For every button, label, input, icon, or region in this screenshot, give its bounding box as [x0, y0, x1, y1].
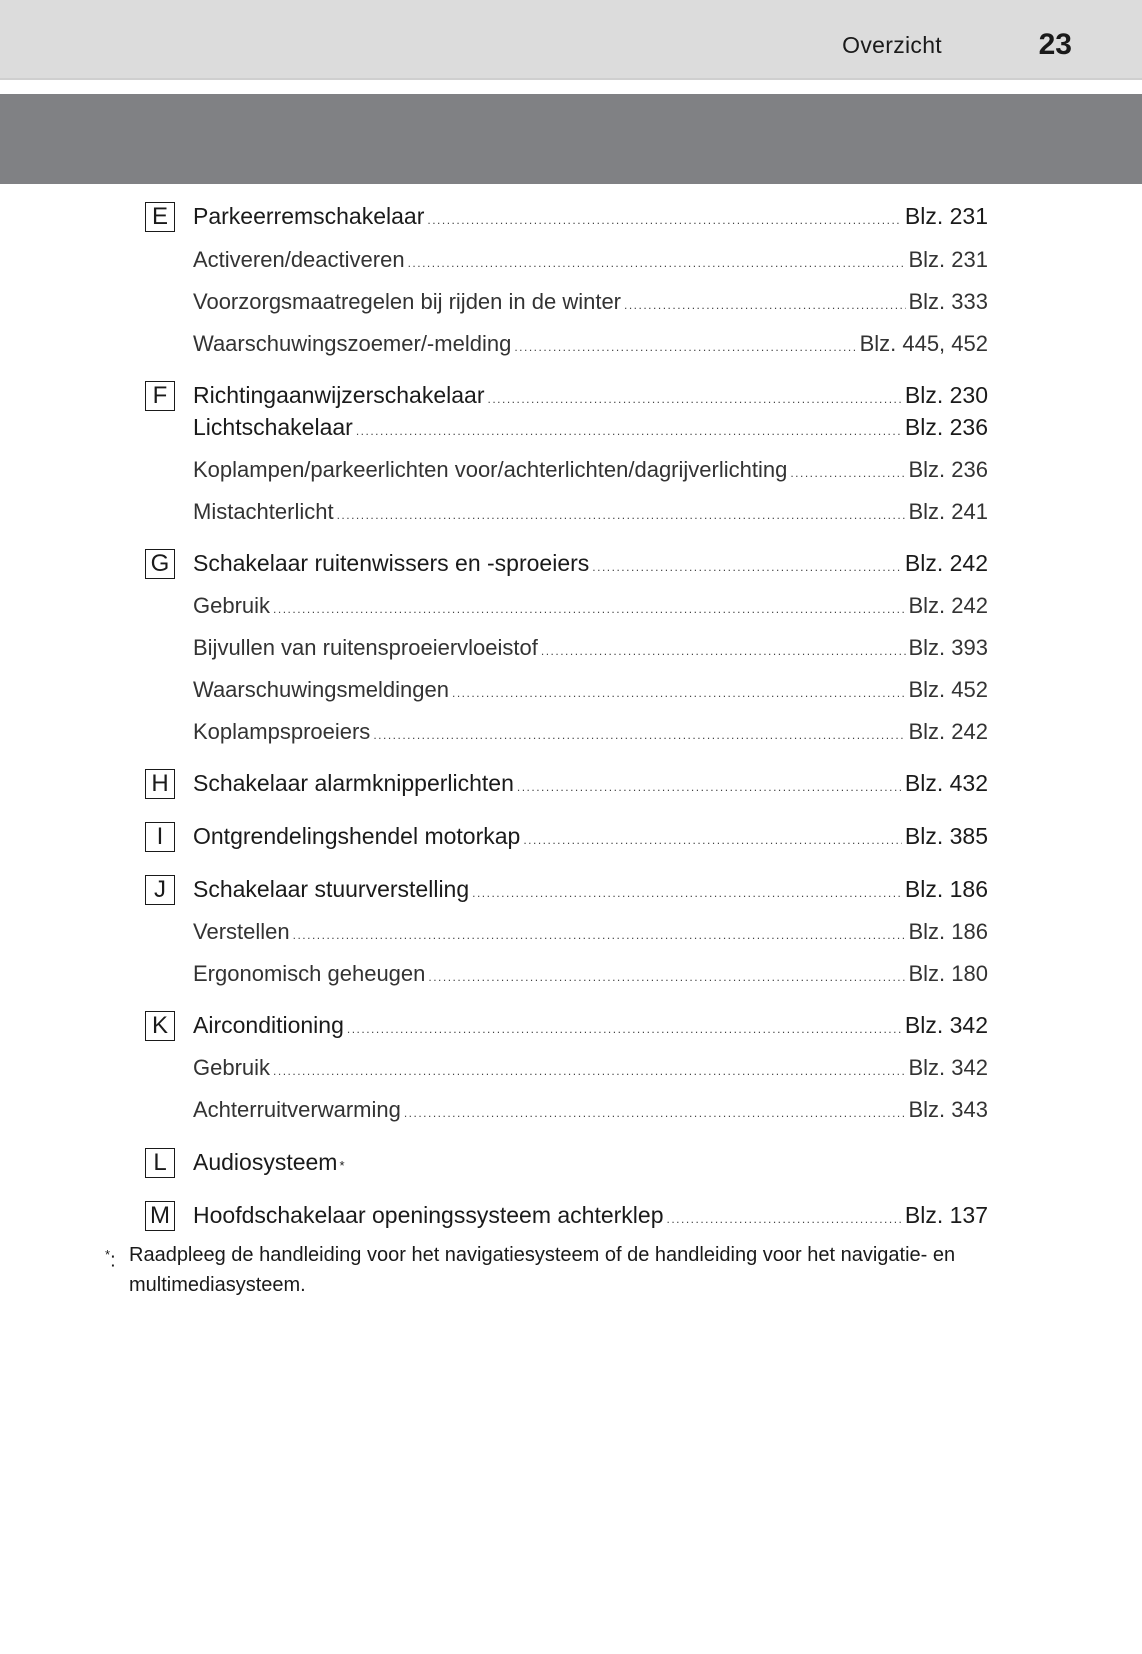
toc-entry-page: Blz. 230 [904, 382, 988, 408]
toc-badge-f: F [145, 381, 175, 411]
toc-badge-k: K [145, 1011, 175, 1041]
toc-entry-label: Voorzorgsmaatregelen bij rijden in de winter [193, 289, 622, 314]
toc-entry-page: Blz. 231 [908, 247, 988, 272]
toc-badge-l: L [145, 1148, 175, 1178]
toc-entry-page: Blz. 186 [908, 919, 988, 944]
toc-badge-h: H [145, 769, 175, 799]
leader-dots [472, 879, 902, 907]
toc-entry-page: Blz. 236 [904, 414, 988, 440]
toc-entry-page: Blz. 242 [908, 593, 988, 618]
footnote-ref: * [339, 1158, 345, 1173]
toc-entry-label: Achterruitverwarming [193, 1097, 401, 1122]
leader-dots [428, 963, 905, 991]
leader-dots [667, 1205, 902, 1233]
toc-entry-label: Ontgrendelingshendel motorkap [193, 823, 521, 849]
leader-dots [452, 679, 906, 707]
footnote [105, 1240, 1005, 1300]
toc-entry-label: Waarschuwingszoemer/-melding [193, 331, 512, 356]
toc-entry-page: Blz. 333 [908, 289, 988, 314]
toc-entry[interactable] [193, 769, 988, 801]
toc-subentry[interactable] [193, 1054, 988, 1085]
toc-badge-i: I [145, 822, 175, 852]
toc-badge-g: G [145, 549, 175, 579]
toc-entry-page: Blz. 342 [904, 1012, 988, 1038]
toc-subentry[interactable] [193, 960, 988, 991]
toc-badge-e: E [145, 202, 175, 232]
toc-entry[interactable] [193, 413, 988, 445]
leader-dots [624, 291, 905, 319]
leader-dots [541, 637, 906, 665]
toc-entry-label: Gebruik [193, 1055, 271, 1080]
toc-subentry[interactable] [193, 676, 988, 707]
toc-entry-label: Verstellen [193, 919, 290, 944]
toc-entry-label: Mistachterlicht [193, 499, 334, 524]
toc-badge-m: M [145, 1201, 175, 1231]
leader-dots [427, 206, 902, 234]
toc-subentry[interactable] [193, 634, 988, 665]
toc-entry-page: Blz. 241 [908, 499, 988, 524]
toc-entry-label: Audiosysteem [193, 1149, 338, 1175]
toc-subentry[interactable] [193, 330, 988, 361]
toc-entry-page: Blz. 343 [908, 1097, 988, 1122]
toc-entry[interactable] [193, 1148, 988, 1180]
toc-entry-label: Schakelaar stuurverstelling [193, 876, 470, 902]
toc-entry[interactable] [193, 875, 988, 907]
toc-entry-page: Blz. 342 [908, 1055, 988, 1080]
toc-entry-label: Activeren/deactiveren [193, 247, 405, 272]
toc-entry-page: Blz. 242 [904, 550, 988, 576]
leader-dots [523, 826, 902, 854]
toc-entry-label: Schakelaar ruitenwissers en -sproeiers [193, 550, 590, 576]
leader-dots [517, 773, 902, 801]
toc-entry-label: Koplampsproeiers [193, 719, 371, 744]
toc-entry-label: Koplampen/parkeerlichten voor/achterlichten/dagrijverlichting [193, 457, 788, 482]
toc-subentry[interactable] [193, 592, 988, 623]
leader-dots [347, 1015, 902, 1043]
leader-dots [408, 249, 906, 277]
toc-entry-page: Blz. 452 [908, 677, 988, 702]
toc-entry-page: Blz. 393 [908, 635, 988, 660]
toc-entry[interactable] [193, 381, 988, 413]
section-title: Overzicht [842, 32, 942, 58]
toc-entry-label: Gebruik [193, 593, 271, 618]
toc-badge-j: J [145, 875, 175, 905]
toc-entry-label: Waarschuwingsmeldingen [193, 677, 449, 702]
leader-dots [514, 333, 856, 361]
toc-entry-page: Blz. 242 [908, 719, 988, 744]
leader-dots [487, 385, 901, 413]
toc-subentry[interactable] [193, 498, 988, 529]
leader-dots [293, 921, 906, 949]
toc-subentry[interactable] [193, 288, 988, 319]
toc-entry[interactable] [193, 822, 988, 854]
leader-dots [337, 501, 906, 529]
toc-entry-label: Lichtschakelaar [193, 414, 353, 440]
toc-entry-page: Blz. 137 [904, 1202, 988, 1228]
toc-entry-label: Parkeerremschakelaar [193, 203, 425, 229]
toc-entry-page: Blz. 432 [904, 770, 988, 796]
leader-dots [273, 1057, 905, 1085]
leader-dots [404, 1099, 906, 1127]
toc-entry-label: Schakelaar alarmknipperlichten [193, 770, 514, 796]
toc-subentry[interactable] [193, 1096, 988, 1127]
toc-entry-page: Blz. 385 [904, 823, 988, 849]
toc-entry[interactable] [193, 1011, 988, 1043]
toc-entry-label: Airconditioning [193, 1012, 344, 1038]
page-number: 23 [1038, 28, 1072, 61]
footnote-mark: *: [105, 1247, 116, 1272]
toc-subentry[interactable] [193, 456, 988, 487]
toc-entry-label: Richtingaanwijzerschakelaar [193, 382, 485, 408]
leader-dots [373, 721, 905, 749]
toc-entry-page: Blz. 180 [908, 961, 988, 986]
toc-entry-page: Blz. 186 [904, 876, 988, 902]
toc-subentry[interactable] [193, 246, 988, 277]
toc-entry-label: Bijvullen van ruitensproeiervloeistof [193, 635, 538, 660]
toc-entry-page: Blz. 231 [904, 203, 988, 229]
toc-entry-page: Blz. 445, 452 [859, 331, 988, 356]
toc-entry[interactable] [193, 1201, 988, 1233]
toc-subentry[interactable] [193, 918, 988, 949]
toc-subentry[interactable] [193, 718, 988, 749]
footnote-text: Raadpleeg de handleiding voor het navigatiesysteem of de handleiding voor het navigatie- en multimediasysteem. [129, 1244, 956, 1296]
toc-entry-page: Blz. 236 [908, 457, 988, 482]
toc-entry[interactable] [193, 549, 988, 581]
toc-entry[interactable] [193, 202, 988, 234]
leader-dots [356, 417, 902, 445]
leader-dots [273, 595, 905, 623]
leader-dots [790, 459, 905, 487]
toc-entry-label: Ergonomisch geheugen [193, 961, 426, 986]
toc-entry-label: Hoofdschakelaar openingssysteem achterklep [193, 1202, 664, 1228]
leader-dots [592, 553, 902, 581]
